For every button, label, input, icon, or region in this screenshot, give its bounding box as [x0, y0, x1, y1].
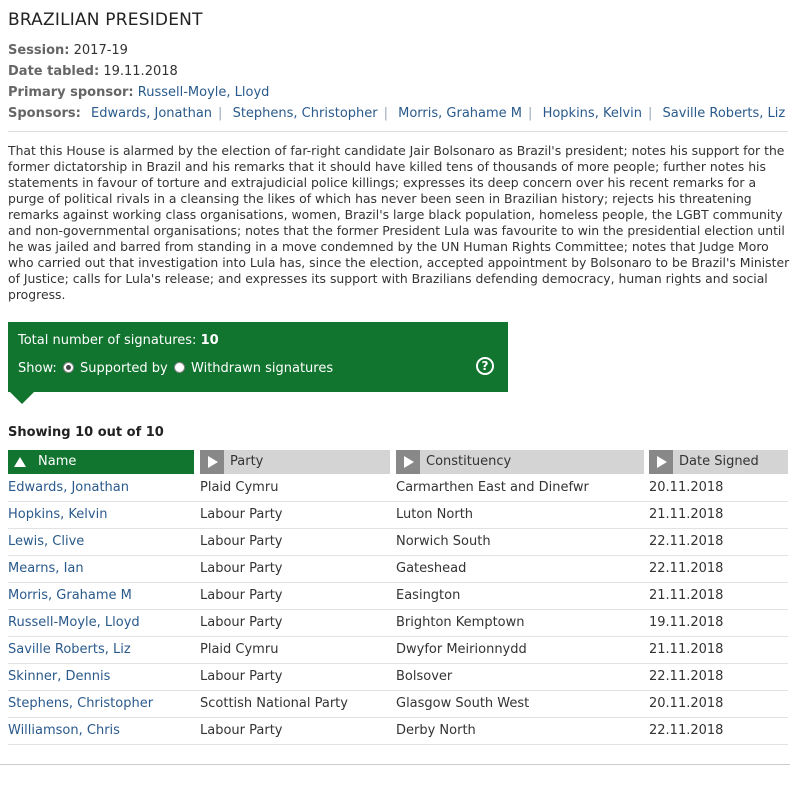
sponsor-link[interactable]: Stephens, Christopher — [232, 106, 378, 121]
total-signatures — [18, 333, 219, 348]
panel-pointer — [10, 392, 34, 404]
table-row — [8, 474, 788, 502]
sponsors-label: Sponsors: — [8, 106, 81, 121]
party-cell: Labour Party — [200, 588, 283, 603]
signatures-panel — [8, 322, 508, 392]
sponsors-line — [8, 106, 791, 121]
party-cell: Labour Party — [200, 723, 283, 738]
separator: | — [218, 106, 223, 121]
withdrawn-radio[interactable] — [174, 362, 185, 373]
show-label: Show: — [18, 361, 57, 376]
date-cell: 22.11.2018 — [649, 669, 724, 684]
column-header-name[interactable] — [8, 450, 194, 474]
supported-radio[interactable] — [63, 362, 74, 373]
date-cell: 22.11.2018 — [649, 534, 724, 549]
constituency-cell: Glasgow South West — [396, 696, 530, 711]
column-header-party[interactable] — [200, 450, 390, 474]
primary-sponsor-line — [8, 85, 269, 100]
total-label: Total number of signatures: — [18, 333, 197, 348]
constituency-cell: Gateshead — [396, 561, 467, 576]
date-tabled-label: Date tabled: — [8, 64, 100, 79]
sort-icon — [649, 450, 673, 474]
member-name-link[interactable]: Lewis, Clive — [8, 534, 85, 549]
member-name-link[interactable]: Skinner, Dennis — [8, 669, 111, 684]
date-cell: 19.11.2018 — [649, 615, 724, 630]
date-cell: 22.11.2018 — [649, 561, 724, 576]
separator: | — [383, 106, 388, 121]
table-row — [8, 501, 788, 529]
column-header-constituency[interactable] — [396, 450, 644, 474]
divider — [8, 131, 788, 132]
sponsor-link[interactable]: Morris, Grahame M — [398, 106, 523, 121]
session-label: Session: — [8, 43, 70, 58]
table-row — [8, 690, 788, 718]
date-cell: 21.11.2018 — [649, 642, 724, 657]
constituency-cell: Bolsover — [396, 669, 453, 684]
sponsor-link[interactable]: Edwards, Jonathan — [91, 106, 213, 121]
member-name-link[interactable]: Morris, Grahame M — [8, 588, 132, 603]
party-cell: Labour Party — [200, 615, 283, 630]
party-cell: Scottish National Party — [200, 696, 348, 711]
party-cell: Labour Party — [200, 507, 283, 522]
sponsor-link[interactable]: Hopkins, Kelvin — [542, 106, 642, 121]
table-row — [8, 582, 788, 610]
constituency-cell: Dwyfor Meirionnydd — [396, 642, 527, 657]
member-name-link[interactable]: Saville Roberts, Liz — [8, 642, 131, 657]
table-row — [8, 663, 788, 691]
member-name-link[interactable]: Stephens, Christopher — [8, 696, 154, 711]
constituency-cell: Norwich South — [396, 534, 491, 549]
sort-icon — [200, 450, 224, 474]
party-cell: Labour Party — [200, 534, 283, 549]
sort-ascending-icon — [8, 450, 32, 474]
footer-divider — [0, 764, 790, 765]
primary-sponsor-link[interactable]: Russell-Moyle, Lloyd — [137, 85, 270, 100]
constituency-cell: Easington — [396, 588, 461, 603]
member-name-link[interactable]: Williamson, Chris — [8, 723, 120, 738]
party-cell: Labour Party — [200, 669, 283, 684]
total-value: 10 — [200, 333, 219, 348]
column-header-label: Name — [38, 454, 77, 469]
date-cell: 20.11.2018 — [649, 696, 724, 711]
separator: | — [528, 106, 533, 121]
date-cell: 22.11.2018 — [649, 723, 724, 738]
table-row — [8, 528, 788, 556]
constituency-cell: Luton North — [396, 507, 474, 522]
constituency-cell: Carmarthen East and Dinefwr — [396, 480, 589, 495]
column-header-label: Date Signed — [679, 454, 759, 469]
constituency-cell: Brighton Kemptown — [396, 615, 525, 630]
page-title: BRAZILIAN PRESIDENT — [8, 10, 203, 30]
supported-option-label[interactable]: Supported by — [80, 361, 168, 376]
date-tabled-value: 19.11.2018 — [103, 64, 178, 79]
date-cell: 21.11.2018 — [649, 507, 724, 522]
session-value: 2017-19 — [73, 43, 128, 58]
help-icon[interactable]: ? — [476, 357, 494, 375]
date-cell: 21.11.2018 — [649, 588, 724, 603]
member-name-link[interactable]: Mearns, Ian — [8, 561, 84, 576]
member-name-link[interactable]: Hopkins, Kelvin — [8, 507, 108, 522]
party-cell: Plaid Cymru — [200, 480, 279, 495]
showing-count: Showing 10 out of 10 — [8, 425, 164, 440]
column-header-date-signed[interactable] — [649, 450, 788, 474]
table-row — [8, 555, 788, 583]
date-tabled-line — [8, 64, 178, 79]
column-header-label: Constituency — [426, 454, 512, 469]
session-line — [8, 43, 128, 58]
primary-sponsor-label: Primary sponsor: — [8, 85, 134, 100]
motion-text: That this House is alarmed by the election of far-right candidate Jair Bolsonaro as Brazil's president; notes his support for the former dictatorship in Brazil and his remarks that it should have killed tens of thousands of more people; further notes his statements in favour of torture and extrajudicial police killings; expresses its deep concern over his recent remarks for a purge of political rivals in a cleansing the likes of which has never been seen in Brazilian history; rejects his threatening remarks against working class organisations, women, Brazil's large black population, homeless people, the LGBT community and non-governmental organisations; notes that the former President Lula was favourite to win the presidential election until he was jailed and barred from standing in a move condemned by the UN Human Rights Committee; notes that Judge Moro who carried out that investigation into Lula has, since the election, accepted appointment by Bolsonaro to be Brazil's Minister of Justice; calls for Lula's release; and expresses its support with Brazilians defending democracy, human rights and social progress. — [8, 143, 790, 302]
party-cell: Plaid Cymru — [200, 642, 279, 657]
separator: | — [648, 106, 653, 121]
member-name-link[interactable]: Russell-Moyle, Lloyd — [8, 615, 140, 630]
table-row — [8, 717, 788, 745]
sponsor-link[interactable]: Saville Roberts, Liz — [662, 106, 786, 121]
date-cell: 20.11.2018 — [649, 480, 724, 495]
member-name-link[interactable]: Edwards, Jonathan — [8, 480, 130, 495]
sort-icon — [396, 450, 420, 474]
party-cell: Labour Party — [200, 561, 283, 576]
show-filter — [18, 361, 333, 376]
withdrawn-option-label[interactable]: Withdrawn signatures — [191, 361, 334, 376]
table-row — [8, 636, 788, 664]
table-row — [8, 609, 788, 637]
column-header-label: Party — [230, 454, 264, 469]
constituency-cell: Derby North — [396, 723, 476, 738]
